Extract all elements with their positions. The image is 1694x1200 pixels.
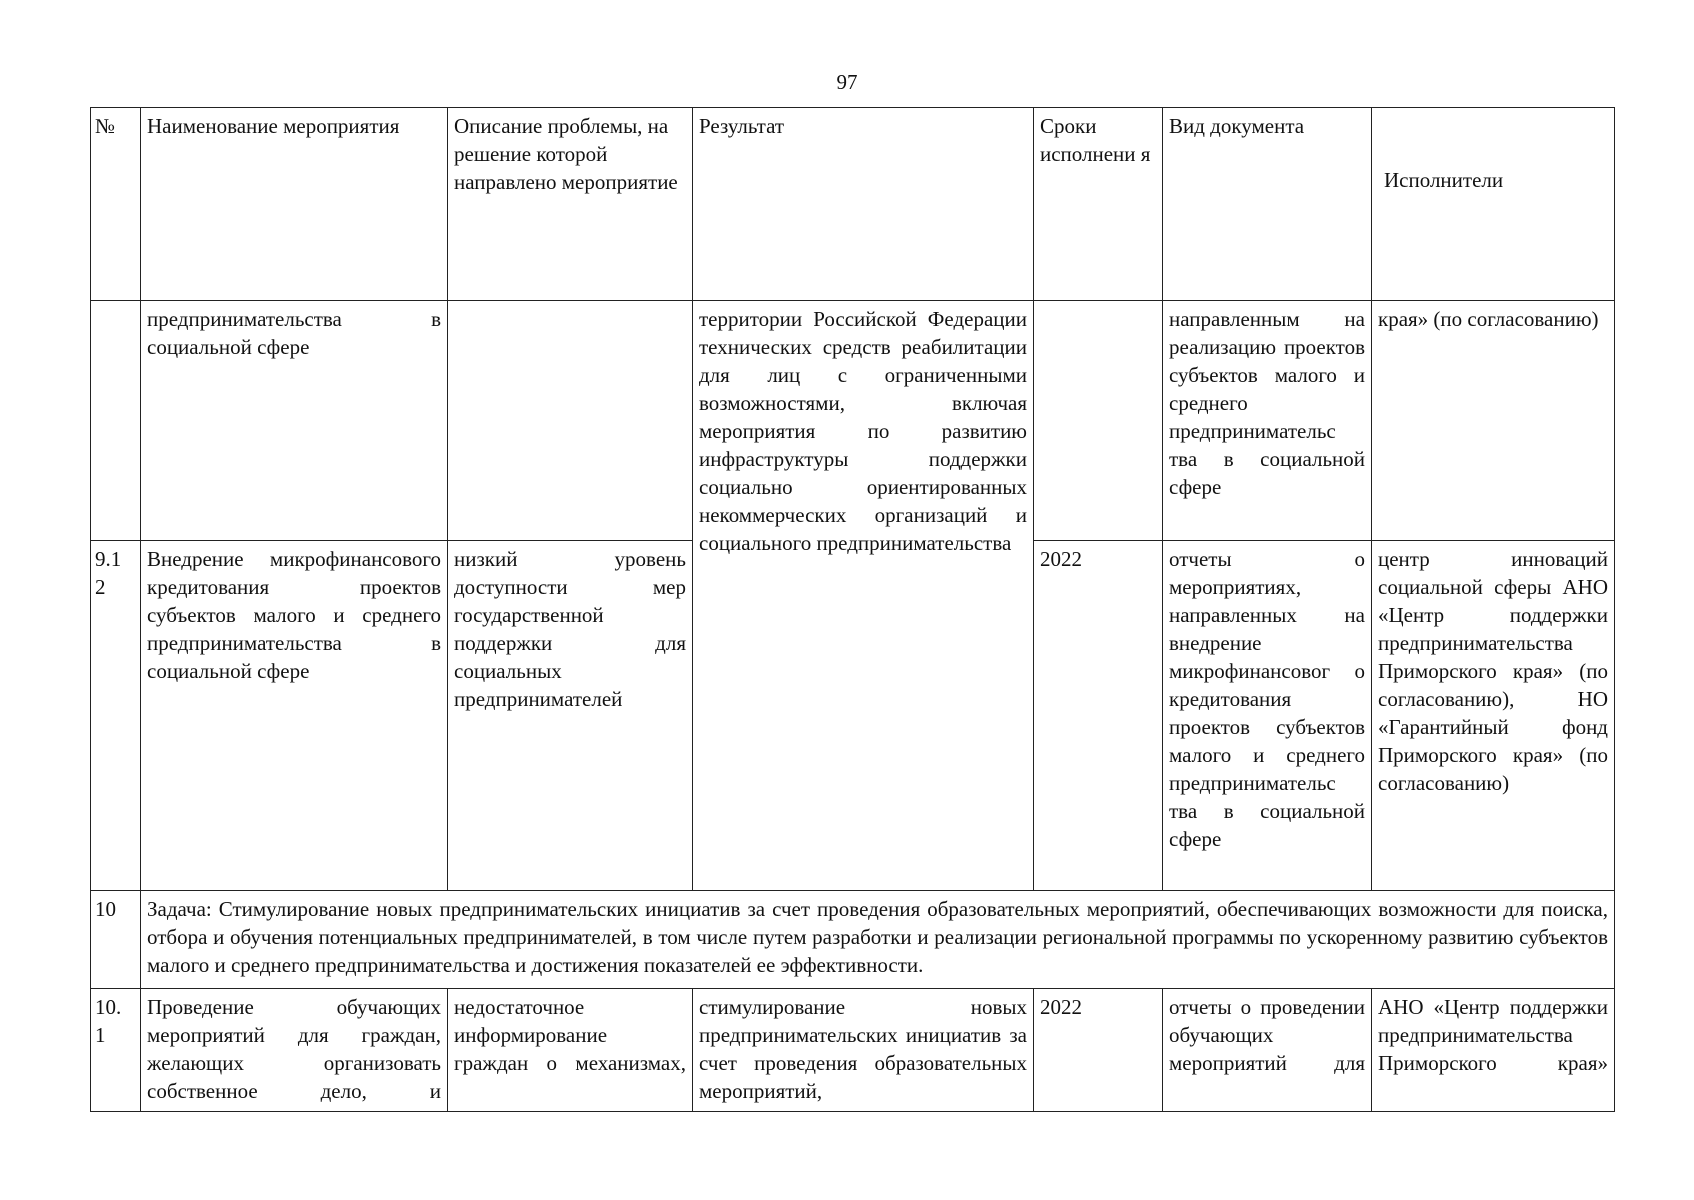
activities-table — [90, 107, 1615, 1112]
row-101-name: Проведение обучающих мероприятий для граждан, желающих организовать собственное дело, и — [141, 989, 448, 1112]
row-101-problem: недостаточное информирование граждан о механизмах, — [448, 989, 693, 1112]
row-cont-deadline — [1034, 301, 1163, 541]
row-912-doc: отчеты о мероприятиях, направленных на внедрение микрофинансовог о кредитования проектов субъектов малого и среднего предпринимательс тва в социальной сфере — [1163, 541, 1372, 891]
row-cont-executors: края» (по согласованию) — [1372, 301, 1615, 541]
row-101-result: стимулирование новых предпринимательских инициатив за счет проведения образовательных мероприятий, — [693, 989, 1034, 1112]
row-101-deadline: 2022 — [1034, 989, 1163, 1112]
table-row — [91, 301, 1615, 541]
header-doc-type: Вид документа — [1163, 108, 1372, 301]
header-num: № — [91, 108, 141, 301]
row-912-executors: центр инноваций социальной сферы АНО «Центр поддержки предпринимательства Приморского края» (по согласованию), НО «Гарантийный фонд Приморского края» (по согласованию) — [1372, 541, 1615, 891]
table-row — [91, 989, 1615, 1112]
row-cont-result: территории Российской Федерации технических средств реабилитации для лиц с ограниченными возможностями, включая мероприятия по развитию инфраструктуры поддержки социально ориентированных некоммерческих организаций и социального предпринимательства — [693, 301, 1034, 891]
table-header-row — [91, 108, 1615, 301]
row-912-name: Внедрение микрофинансового кредитования проектов субъектов малого и среднего предпринимательства в социальной сфере — [141, 541, 448, 891]
header-result: Результат — [693, 108, 1034, 301]
row-912-deadline: 2022 — [1034, 541, 1163, 891]
task-10-num: 10 — [91, 891, 141, 989]
row-101-executors: АНО «Центр поддержки предпринимательства Приморского края» — [1372, 989, 1615, 1112]
task-10-text: Задача: Стимулирование новых предпринимательских инициатив за счет проведения образовательных мероприятий, обеспечивающих возможности для поиска, отбора и обучения потенциальных предпринимателей, в том числе путем разработки и реализации региональной программы по ускоренному развитию субъектов малого и среднего предпринимательства и достижения показателей ее эффективности. — [141, 891, 1615, 989]
row-cont-problem — [448, 301, 693, 541]
row-912-problem: низкий уровень доступности мер государственной поддержки для социальных предпринимателей — [448, 541, 693, 891]
header-deadline: Сроки исполнени я — [1034, 108, 1163, 301]
row-101-doc: отчеты о проведении обучающих мероприятий для — [1163, 989, 1372, 1112]
row-cont-doc: направленным на реализацию проектов субъектов малого и среднего предпринимательс тва в социальной сфере — [1163, 301, 1372, 541]
row-912-num: 9.1 2 — [91, 541, 141, 891]
row-101-num: 10. 1 — [91, 989, 141, 1112]
header-name: Наименование мероприятия — [141, 108, 448, 301]
row-cont-name: предпринимательства в социальной сфере — [141, 301, 448, 541]
row-cont-num — [91, 301, 141, 541]
header-problem: Описание проблемы, на решение которой направлено мероприятие — [448, 108, 693, 301]
page-number: 97 — [836, 70, 858, 94]
header-executors: Исполнители — [1372, 108, 1615, 301]
table-row — [91, 891, 1615, 989]
